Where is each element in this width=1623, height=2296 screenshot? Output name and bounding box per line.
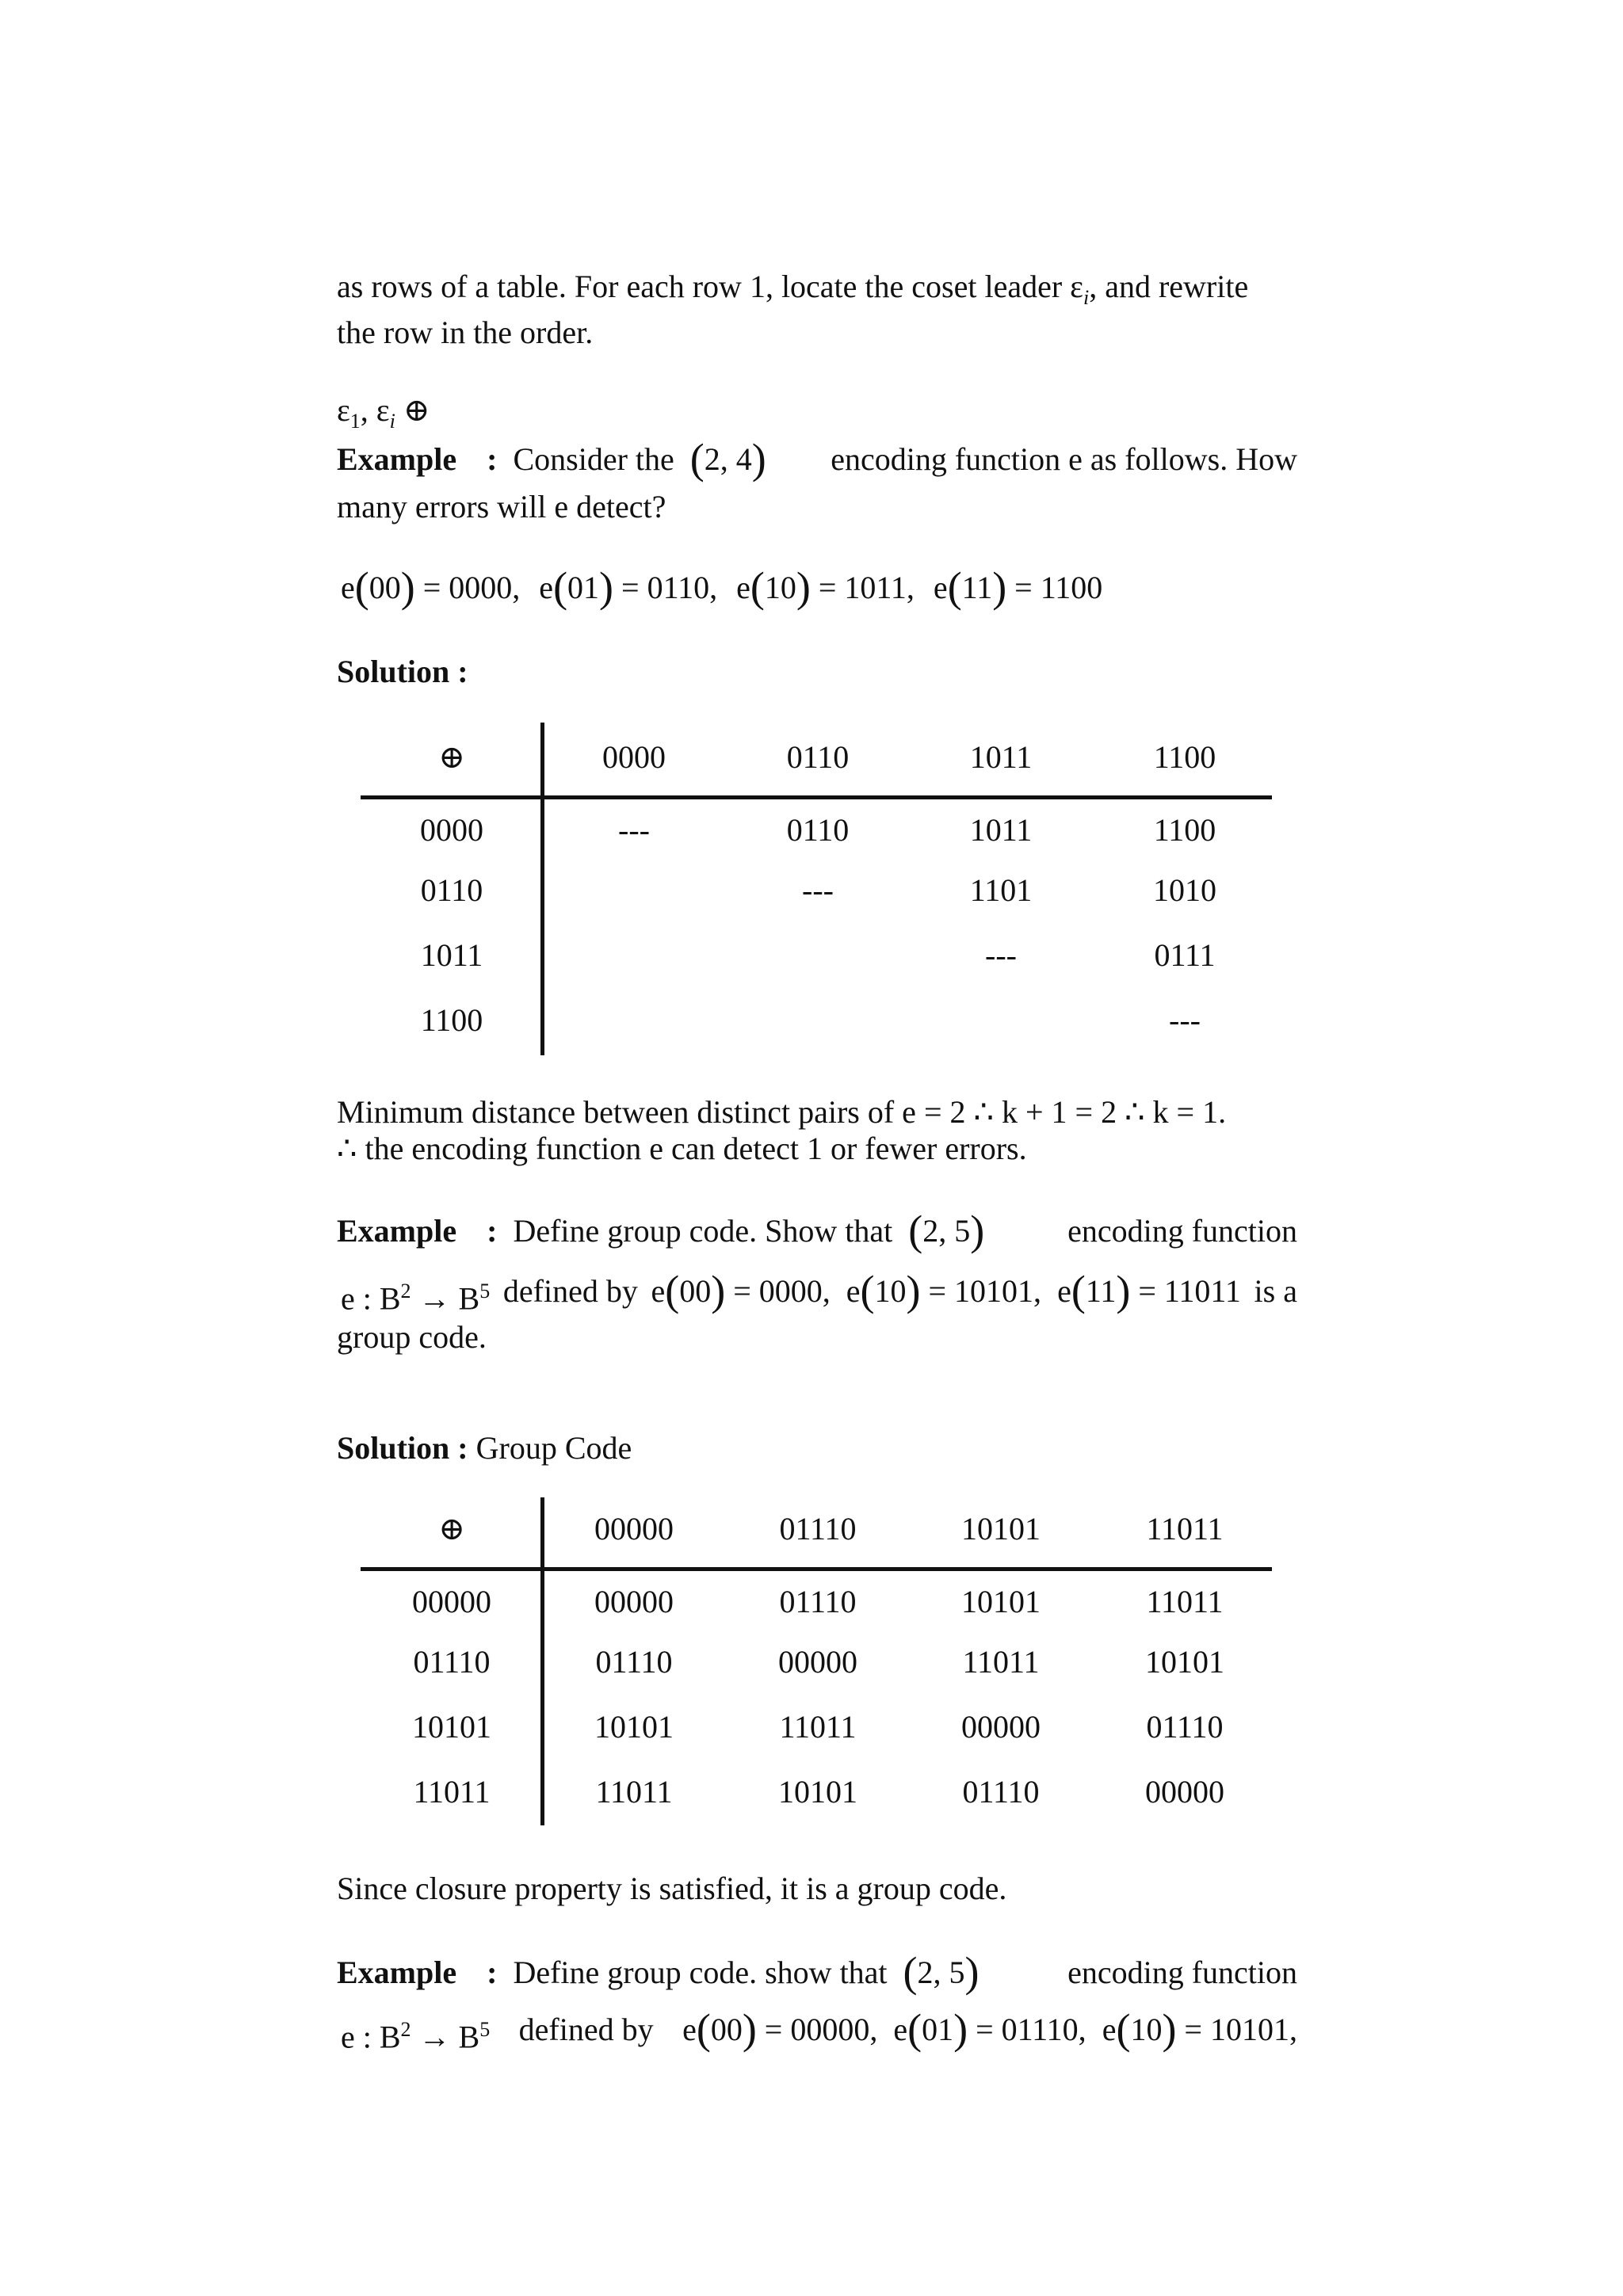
example3-line-2: e : $B^2 \to B^5$ defined by e(00) = 00000, e(01) = 01110, e(10) = 10101, <box>341 2005 1297 2055</box>
example3-defs: e(00) = 00000, e(01) = 01110, e(10) = 10101, <box>682 2005 1297 2053</box>
example2-line-2: e : $B^2 \to B^5$ defined by e(00) = 0000, e(10) = 10101, e(11) = 11011 is a <box>341 1267 1297 1317</box>
intro-text-1: as rows of a table. For each row 1, locate the coset leader $\varepsilon_i$, and rewrite <box>337 269 1249 309</box>
table2-vertical-rule <box>540 1497 544 1825</box>
table1-vertical-rule <box>540 723 544 1055</box>
example1-line-2: many errors will e detect? <box>337 489 666 524</box>
table2-row-label: 10101 <box>412 1709 491 1745</box>
example2-conclusion: Since closure property is satisfied, it is a group code. <box>337 1871 1007 1906</box>
table2-header-rule <box>361 1567 1272 1571</box>
table2-cell: 10101 <box>778 1774 857 1810</box>
table1-cell: --- <box>618 812 650 848</box>
def-e11: e(11) = 1100 <box>933 563 1103 611</box>
table1-cell: --- <box>802 872 834 908</box>
example1-params: 2, 4 <box>704 441 752 477</box>
example1-line-1-end: encoding function e as follows. How <box>831 441 1297 477</box>
table2-header: 10101 <box>961 1511 1041 1547</box>
table1-cell: 1010 <box>1153 872 1216 908</box>
table1-header: 0000 <box>602 739 666 775</box>
def-e00: e(00) = 0000, <box>341 563 521 611</box>
example3-line-1-end: encoding function <box>1067 1955 1297 1990</box>
table2-cell: 10101 <box>594 1709 674 1745</box>
intro-line-1 <box>337 268 1297 317</box>
table2-cell: 00000 <box>778 1644 857 1680</box>
table1-cell: 0110 <box>786 812 850 848</box>
example1-conclusion-2: ∴ the encoding function e can detect 1 or fewer errors. <box>337 1131 1027 1166</box>
table2-cell: 01110 <box>1146 1709 1224 1745</box>
table2-cell: 00000 <box>961 1709 1041 1745</box>
table1-row-label: 0110 <box>420 872 483 908</box>
table2-cell: 11011 <box>595 1774 673 1810</box>
example3-label: Example <box>337 1955 457 1990</box>
table1-row-label: 1011 <box>420 937 483 973</box>
table2-cell: 00000 <box>1145 1774 1224 1810</box>
table2-corner-xor-icon: ⊕ <box>438 1511 465 1547</box>
table1-row-label: 1100 <box>420 1002 483 1038</box>
example1-definitions <box>341 563 1301 611</box>
example2-params: 2, 5 <box>922 1213 971 1249</box>
example1-conclusion-1: Minimum distance between distinct pairs of e = 2 ∴ k + 1 = 2 ∴ k = 1. <box>337 1094 1227 1130</box>
example2-solution: Solution : Group Code <box>337 1430 632 1466</box>
def-e10: e(10) = 1011, <box>736 563 915 611</box>
table1-cell: 0111 <box>1154 937 1216 973</box>
example1-solution-label: Solution : <box>337 654 468 689</box>
intro-line-2: the row in the order. <box>337 315 594 350</box>
example2-line-1: Example : Define group code. Show that (2, 5) <box>337 1207 985 1254</box>
example2-defs: e(00) = 0000, e(10) = 10101, e(11) = 11011 <box>651 1267 1241 1314</box>
example3-mapping: e : $B^2 \to B^5$ <box>341 2018 491 2055</box>
example2-label: Example <box>337 1213 457 1249</box>
table2-cell: 11011 <box>962 1644 1040 1680</box>
table2-header: 00000 <box>594 1511 674 1547</box>
table1-corner-xor-icon: ⊕ <box>438 739 465 775</box>
table2-header: 01110 <box>779 1511 857 1547</box>
table2-cell: 01110 <box>595 1644 673 1680</box>
example2-line-1-end: encoding function <box>1067 1213 1297 1249</box>
example2-line-3: group code. <box>337 1319 487 1355</box>
table2-row-label: 01110 <box>413 1644 491 1680</box>
def-e01: e(01) = 0110, <box>539 563 718 611</box>
epsilon-order-line: $\varepsilon_1$, $\varepsilon_i$ ⊕ <box>337 392 430 433</box>
table1-header: 1100 <box>1153 739 1216 775</box>
table2-cell: 11011 <box>779 1709 857 1745</box>
table2-cell: 10101 <box>961 1584 1041 1619</box>
table1-cell: --- <box>1169 1002 1201 1038</box>
table2-row-label: 11011 <box>413 1774 491 1810</box>
table1-cell: --- <box>985 937 1017 973</box>
xor-table-2 <box>361 1497 1272 1825</box>
example1-label: Example <box>337 441 457 477</box>
example3-line-1: Example : Define group code. show that (2, 5) <box>337 1948 980 1996</box>
table2-header: 11011 <box>1146 1511 1224 1547</box>
table1-cell: 1101 <box>969 872 1033 908</box>
table2-cell: 00000 <box>594 1584 674 1619</box>
table1-cell: 1011 <box>969 812 1033 848</box>
table1-row-label: 0000 <box>420 812 483 848</box>
example1-line-1: Example : Consider the (2, 4) <box>337 435 766 482</box>
table1-header: 1011 <box>969 739 1033 775</box>
table2-cell: 01110 <box>779 1584 857 1619</box>
table1-header-rule <box>361 795 1272 799</box>
table1-header: 0110 <box>786 739 850 775</box>
example3-params: 2, 5 <box>917 1955 965 1990</box>
xor-icon: ⊕ <box>395 392 430 428</box>
xor-table-1 <box>361 723 1272 1055</box>
table2-cell: 11011 <box>1146 1584 1224 1619</box>
table1-cell: 1100 <box>1153 812 1216 848</box>
table2-cell: 01110 <box>962 1774 1040 1810</box>
table2-row-label: 00000 <box>412 1584 491 1619</box>
example2-mapping: e : $B^2 \to B^5$ <box>341 1280 491 1317</box>
table2-cell: 10101 <box>1145 1644 1224 1680</box>
